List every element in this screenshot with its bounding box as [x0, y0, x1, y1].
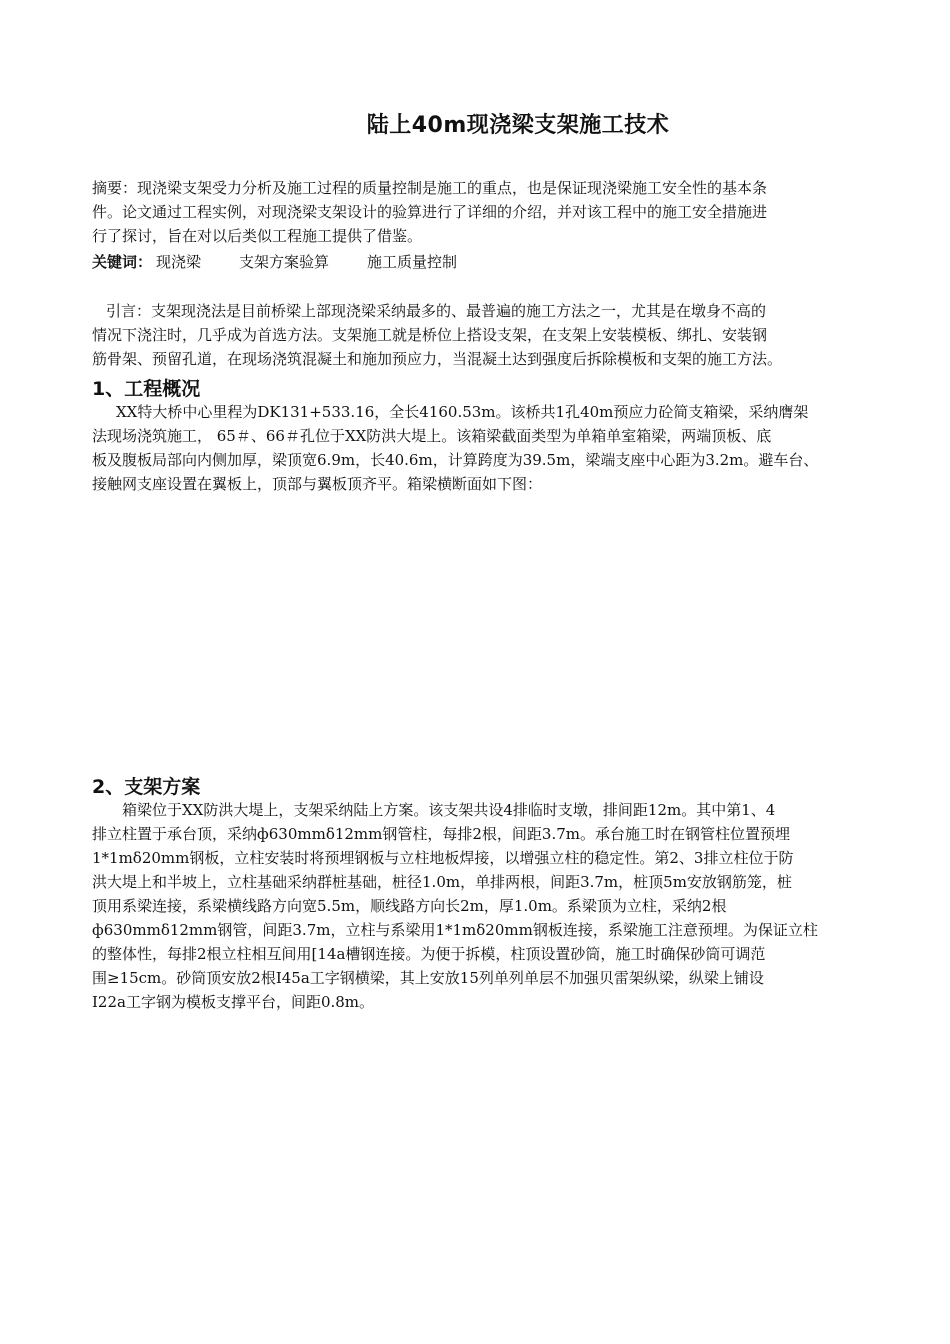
abstract-block: [92, 176, 872, 248]
section2-line: 的整体性，每排2根立柱相互间用[14a槽钢连接。为便于拆模，柱顶设置砂筒，施工时确保砂筒可调范: [92, 945, 766, 963]
abstract-line: 件。论文通过工程实例，对现浇梁支架设计的验算进行了详细的介绍，并对该工程中的施工安全措施进: [92, 203, 768, 221]
intro-block: [92, 299, 872, 371]
keyword: 施工质量控制: [367, 253, 458, 271]
section1-line: 法现场浇筑施工， 65＃、66＃孔位于XX防洪大堤上。该箱梁截面类型为单箱单室箱梁，两端顶板、底: [92, 427, 772, 445]
section-heading: 2、支架方案: [92, 776, 201, 798]
section2-line: I22a工字钢为模板支撑平台，间距0.8m。: [92, 993, 375, 1011]
section2-line: 1*1mδ20mm钢板，立柱安装时将预埋钢板与立柱地板焊接，以增强立柱的稳定性。第2、3排立柱位于防: [92, 849, 794, 867]
keyword: 现浇梁: [156, 253, 202, 271]
section1-line: XX特大桥中心里程为DK131+533.16，全长4160.53m。该桥共1孔40m预应力砼简支箱梁，采纳膺架: [116, 403, 809, 421]
keywords-row: [92, 250, 872, 274]
section-heading: 1、工程概况: [92, 378, 201, 400]
section2-body: [92, 798, 872, 1014]
keywords-label: 关键词：: [92, 253, 153, 271]
section2-line: 排立柱置于承台顶，采纳ф630mmδ12mm钢管柱，每排2根，间距3.7m。承台施工时在钢管柱位置预埋: [92, 825, 791, 843]
intro-line: 引言：支架现浇法是目前桥梁上部现浇梁采纳最多的、最普遍的施工方法之一，尤其是在墩身不高的: [106, 302, 767, 320]
abstract-text: 现浇梁支架受力分析及施工过程的质量控制是施工的重点，也是保证现浇梁施工安全性的基本条: [137, 179, 768, 197]
section1-line: 接触网支座设置在翼板上，顶部与翼板顶齐平。箱梁横断面如下图：: [92, 475, 543, 493]
section2-line: 顶用系梁连接，系梁横线路方向宽5.5m，顺线路方向长2m，厚1.0m。系梁顶为立柱，采纳2根: [92, 897, 727, 915]
abstract-label: 摘要：: [92, 179, 138, 197]
intro-line: 情况下浇注时，几乎成为首选方法。支架施工就是桥位上搭设支架，在支架上安装模板、绑扎、安装钢: [92, 326, 768, 344]
section2-line: 洪大堤上和半坡上，立柱基础采纳群桩基础，桩径1.0m，单排两根，间距3.7m，桩顶5m安放钢筋笼，桩: [92, 873, 792, 891]
section1-line: 板及腹板局部向内侧加厚，梁顶宽6.9m，长40.6m，计算跨度为39.5m，梁端支座中心距为3.2m。避车台、: [92, 451, 819, 469]
document-title: 陆上40m现浇梁支架施工技术: [366, 113, 670, 138]
cross-section-figure-area: [92, 510, 872, 760]
section2-line: 围≥15cm。砂筒顶安放2根I45a工字钢横梁，其上安放15列单列单层不加强贝雷架纵梁，纵梁上铺设: [92, 969, 764, 987]
intro-line: 筋骨架、预留孔道，在现场浇筑混凝土和施加预应力，当混凝土达到强度后拆除模板和支架的施工方法。: [92, 350, 783, 368]
abstract-line: [92, 176, 872, 200]
keyword: 支架方案验算: [239, 253, 330, 271]
abstract-line: 行了探讨，旨在对以后类似工程施工提供了借鉴。: [92, 227, 423, 245]
section2-line: ф630mmδ12mm钢管，间距3.7m，立柱与系梁用1*1mδ20mm钢板连接，系梁施工注意预埋。为保证立柱: [92, 921, 818, 939]
section1-body: [92, 400, 872, 496]
section2-line: 箱梁位于XX防洪大堤上，支架采纳陆上方案。该支架共设4排临时支墩，排间距12m。其中第1、4: [122, 801, 776, 819]
